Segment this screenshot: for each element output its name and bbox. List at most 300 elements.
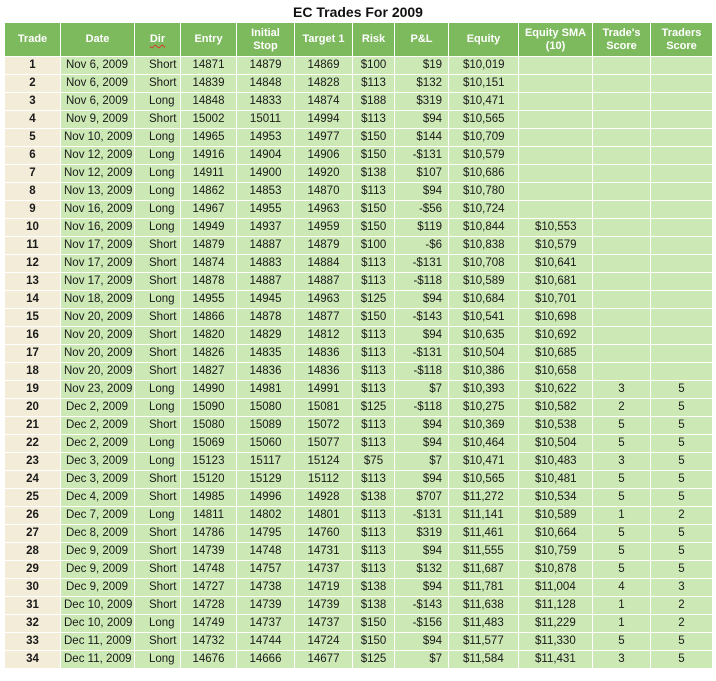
pnl-cell[interactable]: $19 [395,57,449,75]
equity-cell[interactable]: $10,464 [449,435,519,453]
risk-cell[interactable]: $113 [353,273,395,291]
trade-number-cell[interactable]: 19 [5,381,61,399]
initial-stop-cell[interactable]: 14953 [237,129,295,147]
trade-score-cell[interactable]: 5 [593,633,651,651]
direction-cell[interactable]: Short [135,237,181,255]
direction-cell[interactable]: Long [135,453,181,471]
entry-cell[interactable]: 14965 [181,129,237,147]
risk-cell[interactable]: $113 [353,183,395,201]
direction-cell[interactable]: Short [135,633,181,651]
direction-cell[interactable]: Long [135,129,181,147]
initial-stop-cell[interactable]: 15089 [237,417,295,435]
trade-number-cell[interactable]: 20 [5,399,61,417]
trade-score-cell[interactable] [593,75,651,93]
trade-number-cell[interactable]: 27 [5,525,61,543]
equity-sma-cell[interactable] [519,201,593,219]
equity-cell[interactable]: $10,635 [449,327,519,345]
pnl-cell[interactable]: $94 [395,633,449,651]
col-header-entry[interactable]: Entry [181,23,237,57]
initial-stop-cell[interactable]: 15080 [237,399,295,417]
direction-cell[interactable]: Long [135,435,181,453]
initial-stop-cell[interactable]: 14737 [237,615,295,633]
date-cell[interactable]: Nov 17, 2009 [61,237,135,255]
trade-score-cell[interactable]: 2 [593,399,651,417]
trade-score-cell[interactable]: 5 [593,417,651,435]
direction-cell[interactable]: Short [135,327,181,345]
equity-cell[interactable]: $10,471 [449,453,519,471]
pnl-cell[interactable]: -$131 [395,345,449,363]
pnl-cell[interactable]: $132 [395,561,449,579]
equity-cell[interactable]: $11,781 [449,579,519,597]
target-cell[interactable]: 15077 [295,435,353,453]
trade-score-cell[interactable]: 3 [593,453,651,471]
target-cell[interactable]: 14836 [295,363,353,381]
equity-sma-cell[interactable]: $10,483 [519,453,593,471]
trade-number-cell[interactable]: 15 [5,309,61,327]
equity-cell[interactable]: $11,483 [449,615,519,633]
trade-score-cell[interactable] [593,93,651,111]
date-cell[interactable]: Nov 16, 2009 [61,201,135,219]
trade-number-cell[interactable]: 24 [5,471,61,489]
date-cell[interactable]: Nov 12, 2009 [61,165,135,183]
entry-cell[interactable]: 15069 [181,435,237,453]
target-cell[interactable]: 14737 [295,615,353,633]
trade-score-cell[interactable]: 1 [593,507,651,525]
trader-score-cell[interactable]: 2 [651,597,713,615]
trade-score-cell[interactable] [593,165,651,183]
initial-stop-cell[interactable]: 14853 [237,183,295,201]
target-cell[interactable]: 14874 [295,93,353,111]
trade-number-cell[interactable]: 34 [5,651,61,669]
risk-cell[interactable]: $150 [353,633,395,651]
equity-sma-cell[interactable] [519,93,593,111]
equity-sma-cell[interactable] [519,147,593,165]
trade-number-cell[interactable]: 29 [5,561,61,579]
trade-score-cell[interactable] [593,255,651,273]
entry-cell[interactable]: 15080 [181,417,237,435]
trade-score-cell[interactable]: 1 [593,597,651,615]
pnl-cell[interactable]: -$131 [395,147,449,165]
risk-cell[interactable]: $113 [353,417,395,435]
trade-number-cell[interactable]: 26 [5,507,61,525]
equity-cell[interactable]: $10,684 [449,291,519,309]
target-cell[interactable]: 14994 [295,111,353,129]
initial-stop-cell[interactable]: 14738 [237,579,295,597]
target-cell[interactable]: 14877 [295,309,353,327]
equity-sma-cell[interactable] [519,129,593,147]
pnl-cell[interactable]: $132 [395,75,449,93]
initial-stop-cell[interactable]: 14829 [237,327,295,345]
direction-cell[interactable]: Short [135,75,181,93]
date-cell[interactable]: Nov 12, 2009 [61,147,135,165]
pnl-cell[interactable]: $119 [395,219,449,237]
initial-stop-cell[interactable]: 14744 [237,633,295,651]
initial-stop-cell[interactable]: 14955 [237,201,295,219]
direction-cell[interactable]: Short [135,525,181,543]
trader-score-cell[interactable]: 5 [651,651,713,669]
trade-number-cell[interactable]: 12 [5,255,61,273]
initial-stop-cell[interactable]: 15129 [237,471,295,489]
trader-score-cell[interactable] [651,75,713,93]
date-cell[interactable]: Dec 9, 2009 [61,579,135,597]
target-cell[interactable]: 14869 [295,57,353,75]
direction-cell[interactable]: Short [135,417,181,435]
trade-number-cell[interactable]: 14 [5,291,61,309]
equity-cell[interactable]: $10,686 [449,165,519,183]
trader-score-cell[interactable] [651,291,713,309]
risk-cell[interactable]: $113 [353,75,395,93]
entry-cell[interactable]: 14749 [181,615,237,633]
direction-cell[interactable]: Short [135,561,181,579]
trade-score-cell[interactable] [593,309,651,327]
direction-cell[interactable]: Short [135,489,181,507]
trade-score-cell[interactable] [593,237,651,255]
date-cell[interactable]: Nov 17, 2009 [61,255,135,273]
equity-sma-cell[interactable]: $10,589 [519,507,593,525]
direction-cell[interactable]: Long [135,615,181,633]
entry-cell[interactable]: 14728 [181,597,237,615]
date-cell[interactable]: Nov 20, 2009 [61,309,135,327]
entry-cell[interactable]: 14839 [181,75,237,93]
equity-sma-cell[interactable]: $10,759 [519,543,593,561]
initial-stop-cell[interactable]: 14739 [237,597,295,615]
target-cell[interactable]: 14870 [295,183,353,201]
pnl-cell[interactable]: $144 [395,129,449,147]
risk-cell[interactable]: $113 [353,435,395,453]
trader-score-cell[interactable]: 2 [651,615,713,633]
direction-cell[interactable]: Short [135,579,181,597]
trader-score-cell[interactable]: 5 [651,561,713,579]
direction-cell[interactable]: Long [135,291,181,309]
direction-cell[interactable]: Long [135,93,181,111]
col-header-trade[interactable]: Trade [5,23,61,57]
entry-cell[interactable]: 14866 [181,309,237,327]
risk-cell[interactable]: $138 [353,489,395,507]
risk-cell[interactable]: $150 [353,309,395,327]
target-cell[interactable]: 15081 [295,399,353,417]
initial-stop-cell[interactable]: 14879 [237,57,295,75]
equity-cell[interactable]: $10,780 [449,183,519,201]
risk-cell[interactable]: $113 [353,507,395,525]
entry-cell[interactable]: 15123 [181,453,237,471]
entry-cell[interactable]: 14955 [181,291,237,309]
equity-cell[interactable]: $11,555 [449,543,519,561]
equity-cell[interactable]: $10,369 [449,417,519,435]
target-cell[interactable]: 14906 [295,147,353,165]
trade-number-cell[interactable]: 23 [5,453,61,471]
direction-cell[interactable]: Short [135,345,181,363]
trade-score-cell[interactable] [593,57,651,75]
target-cell[interactable]: 15112 [295,471,353,489]
equity-cell[interactable]: $10,386 [449,363,519,381]
trade-number-cell[interactable]: 18 [5,363,61,381]
pnl-cell[interactable]: $107 [395,165,449,183]
pnl-cell[interactable]: $94 [395,417,449,435]
initial-stop-cell[interactable]: 14835 [237,345,295,363]
initial-stop-cell[interactable]: 15117 [237,453,295,471]
trade-score-cell[interactable]: 5 [593,561,651,579]
direction-cell[interactable]: Long [135,381,181,399]
risk-cell[interactable]: $100 [353,57,395,75]
equity-cell[interactable]: $10,838 [449,237,519,255]
trader-score-cell[interactable] [651,363,713,381]
equity-cell[interactable]: $10,471 [449,93,519,111]
entry-cell[interactable]: 14871 [181,57,237,75]
entry-cell[interactable]: 14739 [181,543,237,561]
initial-stop-cell[interactable]: 14836 [237,363,295,381]
col-header-equity-sma[interactable]: Equity SMA (10) [519,23,593,57]
target-cell[interactable]: 14719 [295,579,353,597]
equity-sma-cell[interactable] [519,165,593,183]
col-header-dir[interactable] [135,23,181,57]
trade-number-cell[interactable]: 4 [5,111,61,129]
equity-sma-cell[interactable]: $11,004 [519,579,593,597]
equity-sma-cell[interactable]: $10,701 [519,291,593,309]
equity-sma-cell[interactable]: $10,553 [519,219,593,237]
entry-cell[interactable]: 14985 [181,489,237,507]
pnl-cell[interactable]: $94 [395,183,449,201]
trader-score-cell[interactable] [651,201,713,219]
trade-number-cell[interactable]: 2 [5,75,61,93]
date-cell[interactable]: Dec 9, 2009 [61,561,135,579]
target-cell[interactable]: 14812 [295,327,353,345]
date-cell[interactable]: Nov 6, 2009 [61,75,135,93]
initial-stop-cell[interactable]: 14981 [237,381,295,399]
trade-score-cell[interactable] [593,201,651,219]
equity-cell[interactable]: $11,272 [449,489,519,507]
direction-cell[interactable]: Long [135,507,181,525]
equity-sma-cell[interactable] [519,111,593,129]
direction-cell[interactable]: Long [135,201,181,219]
entry-cell[interactable]: 14911 [181,165,237,183]
trade-number-cell[interactable]: 9 [5,201,61,219]
initial-stop-cell[interactable]: 15060 [237,435,295,453]
trade-score-cell[interactable]: 3 [593,651,651,669]
risk-cell[interactable]: $188 [353,93,395,111]
equity-sma-cell[interactable] [519,75,593,93]
entry-cell[interactable]: 14820 [181,327,237,345]
date-cell[interactable]: Dec 10, 2009 [61,615,135,633]
risk-cell[interactable]: $150 [353,201,395,219]
target-cell[interactable]: 14760 [295,525,353,543]
trade-number-cell[interactable]: 28 [5,543,61,561]
equity-cell[interactable]: $10,275 [449,399,519,417]
trade-number-cell[interactable]: 32 [5,615,61,633]
trade-number-cell[interactable]: 11 [5,237,61,255]
risk-cell[interactable]: $150 [353,615,395,633]
date-cell[interactable]: Dec 8, 2009 [61,525,135,543]
risk-cell[interactable]: $113 [353,561,395,579]
pnl-cell[interactable]: $707 [395,489,449,507]
entry-cell[interactable]: 14748 [181,561,237,579]
target-cell[interactable]: 14677 [295,651,353,669]
target-cell[interactable]: 14928 [295,489,353,507]
target-cell[interactable]: 15124 [295,453,353,471]
date-cell[interactable]: Nov 20, 2009 [61,345,135,363]
equity-cell[interactable]: $10,541 [449,309,519,327]
entry-cell[interactable]: 14990 [181,381,237,399]
date-cell[interactable]: Dec 2, 2009 [61,435,135,453]
equity-sma-cell[interactable]: $10,481 [519,471,593,489]
direction-cell[interactable]: Long [135,165,181,183]
direction-cell[interactable]: Long [135,399,181,417]
equity-cell[interactable]: $11,461 [449,525,519,543]
equity-sma-cell[interactable]: $11,229 [519,615,593,633]
trade-number-cell[interactable]: 21 [5,417,61,435]
equity-cell[interactable]: $10,504 [449,345,519,363]
equity-cell[interactable]: $11,577 [449,633,519,651]
direction-cell[interactable]: Short [135,309,181,327]
date-cell[interactable]: Dec 11, 2009 [61,651,135,669]
initial-stop-cell[interactable]: 14937 [237,219,295,237]
risk-cell[interactable]: $125 [353,651,395,669]
trader-score-cell[interactable]: 5 [651,399,713,417]
target-cell[interactable]: 14879 [295,237,353,255]
date-cell[interactable]: Nov 13, 2009 [61,183,135,201]
trader-score-cell[interactable] [651,309,713,327]
equity-sma-cell[interactable]: $10,692 [519,327,593,345]
trade-score-cell[interactable]: 5 [593,543,651,561]
trader-score-cell[interactable] [651,129,713,147]
entry-cell[interactable]: 14949 [181,219,237,237]
trader-score-cell[interactable] [651,237,713,255]
equity-cell[interactable]: $10,709 [449,129,519,147]
pnl-cell[interactable]: $7 [395,453,449,471]
target-cell[interactable]: 15072 [295,417,353,435]
equity-cell[interactable]: $10,565 [449,471,519,489]
col-header-initial-stop[interactable]: Initial Stop [237,23,295,57]
trader-score-cell[interactable]: 5 [651,489,713,507]
direction-cell[interactable]: Short [135,255,181,273]
equity-sma-cell[interactable]: $10,582 [519,399,593,417]
pnl-cell[interactable]: $94 [395,327,449,345]
entry-cell[interactable]: 14879 [181,237,237,255]
trade-score-cell[interactable]: 5 [593,489,651,507]
equity-sma-cell[interactable]: $10,534 [519,489,593,507]
trade-number-cell[interactable]: 7 [5,165,61,183]
pnl-cell[interactable]: -$131 [395,255,449,273]
trader-score-cell[interactable]: 5 [651,435,713,453]
entry-cell[interactable]: 14827 [181,363,237,381]
trader-score-cell[interactable]: 3 [651,579,713,597]
pnl-cell[interactable]: $94 [395,579,449,597]
direction-cell[interactable]: Short [135,471,181,489]
trade-score-cell[interactable]: 4 [593,579,651,597]
target-cell[interactable]: 14963 [295,201,353,219]
equity-sma-cell[interactable] [519,57,593,75]
equity-sma-cell[interactable]: $11,330 [519,633,593,651]
target-cell[interactable]: 14801 [295,507,353,525]
target-cell[interactable]: 14977 [295,129,353,147]
risk-cell[interactable]: $138 [353,165,395,183]
equity-cell[interactable]: $10,724 [449,201,519,219]
trader-score-cell[interactable] [651,255,713,273]
col-header-trade-score[interactable]: Trade's Score [593,23,651,57]
entry-cell[interactable]: 14874 [181,255,237,273]
date-cell[interactable]: Dec 7, 2009 [61,507,135,525]
risk-cell[interactable]: $113 [353,525,395,543]
date-cell[interactable]: Nov 6, 2009 [61,93,135,111]
equity-cell[interactable]: $10,579 [449,147,519,165]
trader-score-cell[interactable]: 5 [651,381,713,399]
trader-score-cell[interactable]: 5 [651,453,713,471]
direction-cell[interactable]: Short [135,543,181,561]
entry-cell[interactable]: 14916 [181,147,237,165]
trader-score-cell[interactable]: 2 [651,507,713,525]
equity-cell[interactable]: $10,844 [449,219,519,237]
trade-score-cell[interactable] [593,273,651,291]
date-cell[interactable]: Nov 6, 2009 [61,57,135,75]
trade-score-cell[interactable]: 3 [593,381,651,399]
date-cell[interactable]: Dec 10, 2009 [61,597,135,615]
date-cell[interactable]: Dec 11, 2009 [61,633,135,651]
date-cell[interactable]: Nov 9, 2009 [61,111,135,129]
pnl-cell[interactable]: -$56 [395,201,449,219]
trader-score-cell[interactable]: 5 [651,543,713,561]
pnl-cell[interactable]: $94 [395,543,449,561]
risk-cell[interactable]: $125 [353,291,395,309]
trade-score-cell[interactable] [593,111,651,129]
date-cell[interactable]: Dec 3, 2009 [61,453,135,471]
trader-score-cell[interactable]: 5 [651,471,713,489]
equity-sma-cell[interactable]: $10,622 [519,381,593,399]
initial-stop-cell[interactable]: 14748 [237,543,295,561]
equity-cell[interactable]: $10,589 [449,273,519,291]
initial-stop-cell[interactable]: 14802 [237,507,295,525]
trader-score-cell[interactable]: 5 [651,417,713,435]
entry-cell[interactable]: 14732 [181,633,237,651]
equity-sma-cell[interactable]: $10,579 [519,237,593,255]
trade-score-cell[interactable]: 5 [593,471,651,489]
equity-sma-cell[interactable]: $10,664 [519,525,593,543]
trader-score-cell[interactable] [651,111,713,129]
trade-number-cell[interactable]: 16 [5,327,61,345]
trade-score-cell[interactable]: 5 [593,435,651,453]
trade-score-cell[interactable] [593,327,651,345]
direction-cell[interactable]: Short [135,111,181,129]
risk-cell[interactable]: $100 [353,237,395,255]
trade-number-cell[interactable]: 31 [5,597,61,615]
entry-cell[interactable]: 15120 [181,471,237,489]
date-cell[interactable]: Nov 18, 2009 [61,291,135,309]
equity-sma-cell[interactable]: $10,698 [519,309,593,327]
risk-cell[interactable]: $75 [353,453,395,471]
risk-cell[interactable]: $150 [353,129,395,147]
date-cell[interactable]: Nov 10, 2009 [61,129,135,147]
entry-cell[interactable]: 14967 [181,201,237,219]
trade-number-cell[interactable]: 22 [5,435,61,453]
pnl-cell[interactable]: $94 [395,291,449,309]
date-cell[interactable]: Nov 20, 2009 [61,327,135,345]
risk-cell[interactable]: $150 [353,219,395,237]
date-cell[interactable]: Dec 9, 2009 [61,543,135,561]
risk-cell[interactable]: $113 [353,111,395,129]
trade-number-cell[interactable]: 5 [5,129,61,147]
initial-stop-cell[interactable]: 14833 [237,93,295,111]
pnl-cell[interactable]: $94 [395,111,449,129]
entry-cell[interactable]: 14786 [181,525,237,543]
direction-cell[interactable]: Long [135,183,181,201]
target-cell[interactable]: 14731 [295,543,353,561]
risk-cell[interactable]: $113 [353,471,395,489]
pnl-cell[interactable]: $319 [395,525,449,543]
initial-stop-cell[interactable]: 14666 [237,651,295,669]
risk-cell[interactable]: $150 [353,147,395,165]
entry-cell[interactable]: 14811 [181,507,237,525]
initial-stop-cell[interactable]: 14795 [237,525,295,543]
trade-number-cell[interactable]: 10 [5,219,61,237]
initial-stop-cell[interactable]: 14887 [237,273,295,291]
